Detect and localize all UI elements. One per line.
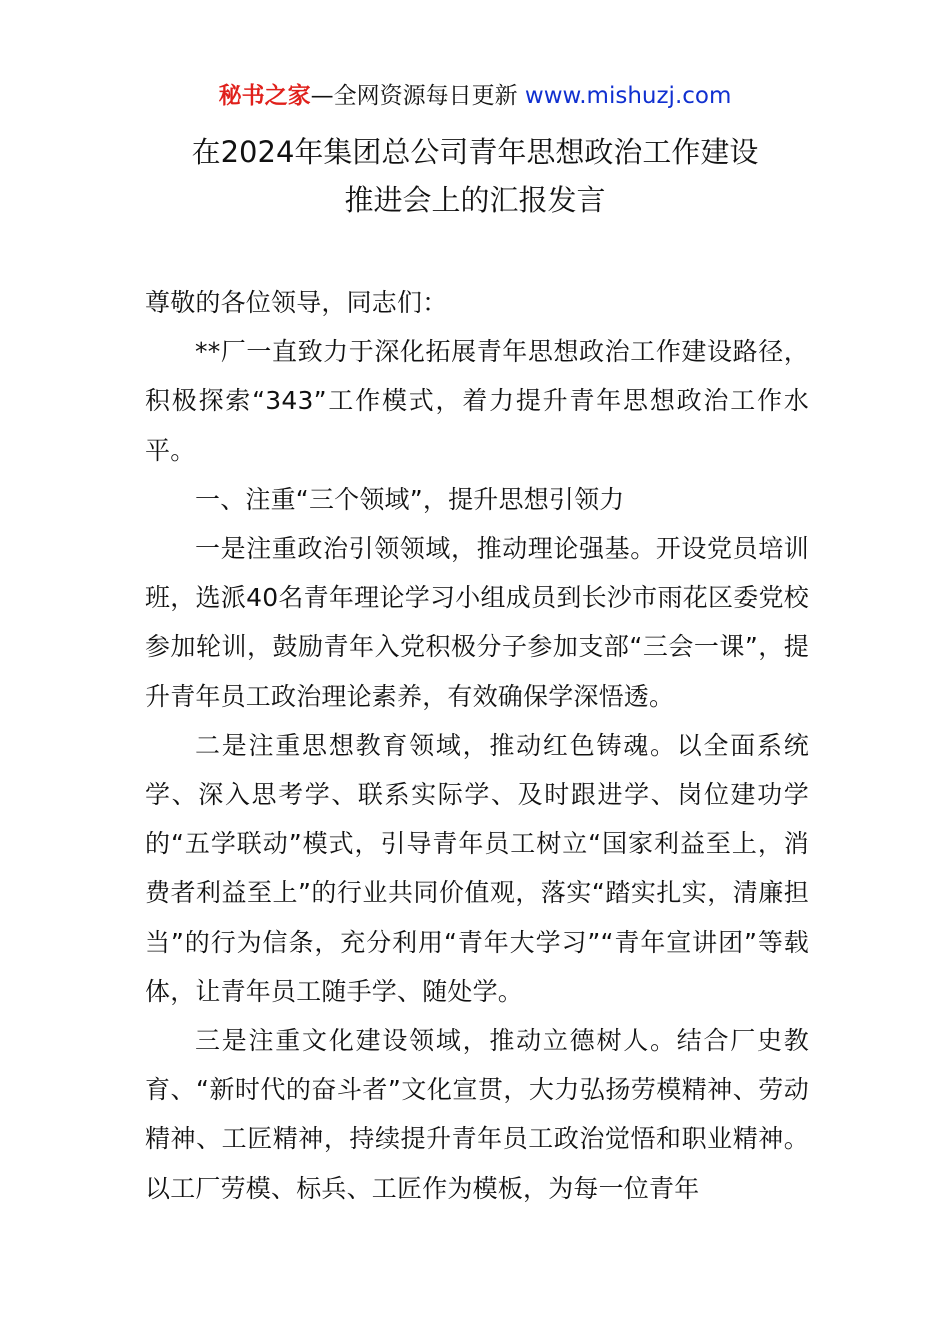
paragraph-intro: **厂一直致力于深化拓展青年思想政治工作建设路径，积极探索“343”工作模式，着力提升青年思想政治工作水平。 bbox=[145, 337, 809, 465]
paragraph-political-guidance: 一是注重政治引领领域，推动理论强基。开设党员培训班，选派40名青年理论学习小组成员到长沙市雨花区委党校参加轮训，鼓励青年入党积极分子参加支部“三会一课”，提升青年员工政治理论素养，有效确保学深悟透。 bbox=[145, 534, 809, 711]
brand-name: 秘书之家 bbox=[218, 83, 311, 109]
title-line-2: 推进会上的汇报发言 bbox=[344, 183, 606, 217]
salutation: 尊敬的各位领导，同志们： bbox=[145, 288, 448, 317]
section-heading-1: 一、注重“三个领域”，提升思想引领力 bbox=[195, 484, 625, 514]
document-title bbox=[0, 128, 950, 224]
site-tagline: —全网资源每日更新 bbox=[310, 83, 518, 109]
site-url-link[interactable]: www.mishuzj.com bbox=[524, 83, 732, 109]
title-line-1: 在2024年集团总公司青年思想政治工作建设 bbox=[191, 135, 759, 169]
paragraph-ideological-education: 二是注重思想教育领域，推动红色铸魂。以全面系统学、深入思考学、联系实际学、及时跟进学、岗位建功学的“五学联动”模式，引导青年员工树立“国家利益至上，消费者利益至上”的行业共同价值观，落实“踏实扎实，清廉担当”的行为信条，充分利用“青年大学习”“青年宣讲团”等载体，让青年员工随手学、随处学。 bbox=[145, 730, 809, 1006]
paragraph-cultural-building: 三是注重文化建设领域，推动立德树人。结合厂史教育、“新时代的奋斗者”文化宣贯，大力弘扬劳模精神、劳动精神、工匠精神，持续提升青年员工政治觉悟和职业精神。以工厂劳模、标兵、工匠作为模板，为每一位青年 bbox=[145, 1026, 809, 1203]
site-header bbox=[0, 80, 950, 112]
document-body bbox=[145, 278, 809, 1213]
